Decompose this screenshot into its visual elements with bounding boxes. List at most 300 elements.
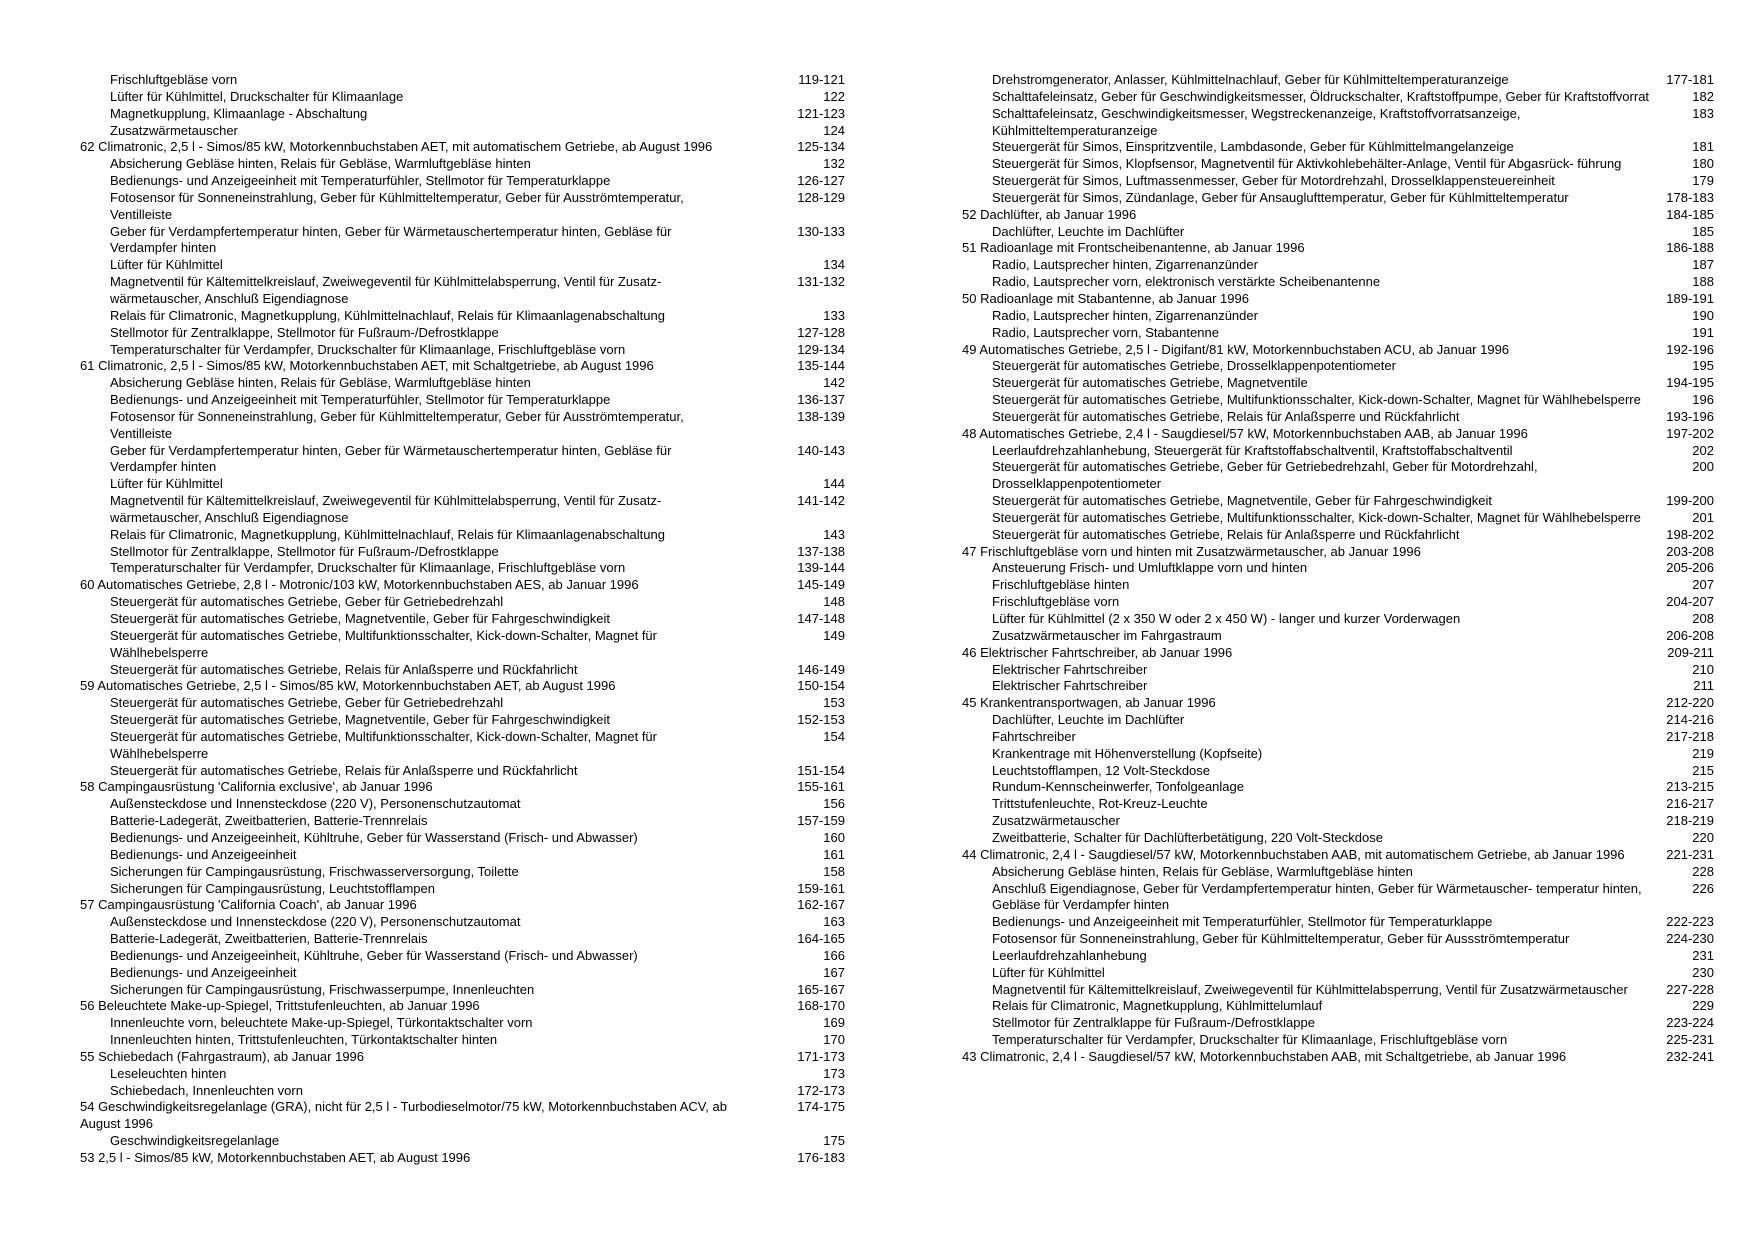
toc-entry[interactable] — [80, 931, 845, 948]
toc-entry-pages: 121-123 — [797, 105, 845, 121]
toc-entry-pages: 212-220 — [1666, 695, 1714, 711]
toc-section-heading[interactable] — [80, 897, 845, 914]
toc-entry-title: Trittstufenleuchte, Rot-Kreuz-Leuchte — [992, 796, 1208, 812]
toc-entry-title: Absicherung Gebläse hinten, Relais für Gebläse, Warmluftgebläse hinten — [110, 375, 531, 391]
toc-entry[interactable] — [80, 544, 845, 561]
toc-entry-pages: 188 — [1692, 274, 1714, 290]
toc-entry-title: 51 Radioanlage mit Frontscheibenantenne, ab Januar 1996 — [962, 240, 1305, 256]
toc-entry-title: Steuergerät für automatisches Getriebe, Multifunktionsschalter, Kick-down-Schalter, Magnet für Wählhebelsperre — [992, 509, 1641, 525]
toc-entry[interactable] — [80, 729, 845, 763]
toc-entry[interactable] — [962, 459, 1714, 493]
toc-entry-title: Fotosensor für Sonneneinstrahlung, Geber für Kühlmitteltemperatur, Geber für Aussströmtemperatur — [992, 931, 1570, 947]
toc-entry-pages: 190 — [1692, 307, 1714, 323]
toc-entry-pages: 203-208 — [1666, 543, 1714, 559]
toc-entry-title: Radio, Lautsprecher vorn, elektronisch verstärkte Scheibenantenne — [992, 274, 1381, 290]
toc-entry-pages: 128-129 — [797, 189, 845, 205]
toc-entry[interactable] — [80, 493, 845, 527]
toc-entry-title: Steuergerät für automatisches Getriebe, Magnetventile, Geber für Fahrgeschwindigkeit — [110, 712, 611, 728]
toc-entry-title: Zusatzwärmetauscher — [992, 813, 1120, 829]
toc-entry-title: Steuergerät für automatisches Getriebe, Drosselklappenpotentiometer — [992, 358, 1396, 374]
toc-entry-pages: 134 — [823, 257, 845, 273]
toc-entry[interactable] — [80, 527, 845, 544]
toc-entry[interactable] — [962, 156, 1714, 173]
toc-entry-title: Krankentrage mit Höhenverstellung (Kopfseite) — [992, 745, 1263, 761]
toc-entry-title: Steuergerät für automatisches Getriebe, Magnetventile, Geber für Fahrgeschwindigkeit — [992, 493, 1493, 509]
toc-entry[interactable] — [962, 274, 1714, 291]
toc-entry-title: Steuergerät für automatisches Getriebe, Multifunktionsschalter, Kick-down-Schalter, Magnet für Wählhebelsperre — [992, 392, 1641, 408]
toc-entry[interactable] — [80, 914, 845, 931]
toc-entry-pages: 151-154 — [797, 762, 845, 778]
toc-entry-title: Schiebedach, Innenleuchten vorn — [110, 1082, 303, 1098]
toc-entry[interactable] — [80, 948, 845, 965]
toc-entry-title: Relais für Climatronic, Magnetkupplung, Kühlmittelnachlauf, Relais für Klimaanlagenabschaltung — [110, 526, 665, 542]
toc-entry-pages: 195 — [1692, 358, 1714, 374]
toc-entry-pages: 162-167 — [797, 897, 845, 913]
toc-entry-pages: 166 — [823, 947, 845, 963]
toc-entry-title: Rundum-Kennscheinwerfer, Tonfolgeanlage — [992, 779, 1244, 795]
toc-entry-title: Zusatzwärmetauscher im Fahrgastraum — [992, 627, 1222, 643]
toc-entry[interactable] — [962, 89, 1714, 106]
toc-entry-pages: 176-183 — [797, 1150, 845, 1165]
toc-entry-title: Dachlüfter, Leuchte im Dachlüfter — [992, 223, 1185, 239]
toc-entry-title: Steuergerät für automatisches Getriebe, Relais für Anlaßsperre und Rückfahrlicht — [992, 408, 1460, 424]
toc-entry[interactable] — [962, 560, 1714, 577]
toc-entry-pages: 182 — [1692, 88, 1714, 104]
toc-entry[interactable] — [962, 409, 1714, 426]
toc-entry-title: 53 2,5 l - Simos/85 kW, Motorkennbuchstaben AET, ab August 1996 — [80, 1150, 471, 1165]
toc-entry[interactable] — [962, 224, 1714, 241]
toc-entry-pages: 143 — [823, 526, 845, 542]
toc-entry-pages: 133 — [823, 307, 845, 323]
toc-entry[interactable] — [962, 510, 1714, 527]
toc-entry-pages: 225-231 — [1666, 1032, 1714, 1048]
toc-entry-pages: 178-183 — [1666, 189, 1714, 205]
toc-entry-title: Relais für Climatronic, Magnetkupplung, Kühlmittelumlauf — [992, 998, 1323, 1014]
toc-entry-pages: 222-223 — [1666, 914, 1714, 930]
toc-entry-title: Steuergerät für Simos, Luftmassenmesser, Geber für Motordrehzahl, Drosselklappensteuereinheit — [992, 173, 1555, 189]
toc-entry-pages: 140-143 — [797, 442, 845, 458]
toc-section-heading[interactable] — [962, 1049, 1714, 1066]
toc-entry[interactable] — [962, 779, 1714, 796]
toc-entry[interactable] — [80, 375, 845, 392]
toc-entry-pages: 144 — [823, 476, 845, 492]
toc-entry[interactable] — [80, 763, 845, 780]
toc-section-heading[interactable] — [80, 139, 845, 156]
toc-entry[interactable] — [80, 830, 845, 847]
toc-entry-title: Radio, Lautsprecher hinten, Zigarrenanzünder — [992, 257, 1258, 273]
toc-entry-title: Magnetventil für Kältemittelkreislauf, Zweiwegeventil für Kühlmittelabsperrung, Ventil für Zusatz-wärmetauscher, Anschluß Eigendiagnose — [110, 493, 662, 525]
toc-entry[interactable] — [962, 662, 1714, 679]
toc-entry-title: Frischluftgebläse hinten — [992, 577, 1130, 593]
toc-entry-title: Schalttafeleinsatz, Geber für Geschwindigkeitsmesser, Öldruckschalter, Kraftstoffpumpe, Geber für Kraftstoffvorrat — [992, 88, 1650, 104]
toc-section-heading[interactable] — [80, 678, 845, 695]
toc-entry-pages: 192-196 — [1666, 341, 1714, 357]
toc-entry-pages: 221-231 — [1666, 846, 1714, 862]
toc-entry-pages: 154 — [823, 728, 845, 744]
toc-entry-title: Steuergerät für automatisches Getriebe, Geber für Getriebedrehzahl, Geber für Motordrehzahl, Drosselklappenpotentiometer — [992, 459, 1538, 492]
toc-entry-pages: 201 — [1692, 509, 1714, 525]
toc-entry-title: 62 Climatronic, 2,5 l - Simos/85 kW, Motorkennbuchstaben AET, mit automatischem Getriebe, ab August 1996 — [80, 139, 713, 155]
toc-entry-title: Steuergerät für automatisches Getriebe, Geber für Getriebedrehzahl — [110, 695, 504, 711]
toc-entry-pages: 129-134 — [797, 341, 845, 357]
toc-entry[interactable] — [80, 813, 845, 830]
toc-entry-title: 45 Krankentransportwagen, ab Januar 1996 — [962, 695, 1216, 711]
toc-entry[interactable] — [962, 392, 1714, 409]
toc-entry-title: 52 Dachlüfter, ab Januar 1996 — [962, 206, 1137, 222]
toc-entry[interactable] — [80, 224, 845, 258]
toc-entry-pages: 220 — [1692, 829, 1714, 845]
toc-entry[interactable] — [962, 173, 1714, 190]
toc-entry-title: 59 Automatisches Getriebe, 2,5 l - Simos/85 kW, Motorkennbuchstaben AET, ab August 1996 — [80, 678, 616, 694]
toc-entry-title: Steuergerät für Simos, Einspritzventile, Lambdasonde, Geber für Kühlmittelmangelanzeige — [992, 139, 1514, 155]
toc-entry-title: Geber für Verdampfertemperatur hinten, Geber für Wärmetauschertemperatur hinten, Gebläse für Verdampfer hinten — [110, 442, 672, 475]
toc-entry-pages: 124 — [823, 122, 845, 138]
toc-entry-title: Absicherung Gebläse hinten, Relais für Gebläse, Warmluftgebläse hinten — [992, 863, 1413, 879]
toc-entry[interactable] — [962, 965, 1714, 982]
toc-entry-title: Innenleuchten hinten, Trittstufenleuchten, Türkontaktschalter hinten — [110, 1032, 498, 1048]
toc-entry-pages: 194-195 — [1666, 375, 1714, 391]
toc-entry[interactable] — [962, 325, 1714, 342]
toc-entry[interactable] — [962, 729, 1714, 746]
toc-entry-title: 48 Automatisches Getriebe, 2,4 l - Saugdiesel/57 kW, Motorkennbuchstaben AAB, ab Januar 1996 — [962, 425, 1528, 441]
toc-entry[interactable] — [80, 89, 845, 106]
toc-entry-title: Geber für Verdampfertemperatur hinten, Geber für Wärmetauschertemperatur hinten, Gebläse für Verdampfer hinten — [110, 223, 672, 256]
toc-entry[interactable] — [80, 1066, 845, 1083]
toc-section-heading[interactable] — [962, 847, 1714, 864]
toc-section-heading[interactable] — [80, 1049, 845, 1066]
toc-entry[interactable] — [962, 881, 1714, 915]
toc-entry-title: 44 Climatronic, 2,4 l - Saugdiesel/57 kW, Motorkennbuchstaben AAB, mit automatischem Getriebe, ab Januar 1996 — [962, 846, 1625, 862]
toc-entry-pages: 160 — [823, 829, 845, 845]
toc-entry[interactable] — [962, 712, 1714, 729]
toc-entry-pages: 172-173 — [797, 1082, 845, 1098]
toc-entry[interactable] — [962, 763, 1714, 780]
toc-entry[interactable] — [80, 712, 845, 729]
toc-entry-title: Stellmotor für Zentralklappe für Fußraum-/Defrostklappe — [992, 1015, 1315, 1031]
toc-entry[interactable] — [80, 173, 845, 190]
toc-entry[interactable] — [962, 914, 1714, 931]
toc-entry-pages: 163 — [823, 914, 845, 930]
toc-entry[interactable] — [80, 1083, 845, 1100]
toc-section-heading[interactable] — [80, 577, 845, 594]
toc-entry-title: Leerlaufdrehzahlanhebung — [992, 947, 1147, 963]
toc-entry-title: Radio, Lautsprecher hinten, Zigarrenanzünder — [992, 307, 1258, 323]
toc-entry-title: Stellmotor für Zentralklappe, Stellmotor für Fußraum-/Defrostklappe — [110, 324, 499, 340]
toc-entry-title: Fahrtschreiber — [992, 728, 1076, 744]
toc-section-heading[interactable] — [80, 358, 845, 375]
toc-entry-pages: 169 — [823, 1015, 845, 1031]
toc-entry-pages: 230 — [1692, 964, 1714, 980]
toc-entry-title: Dachlüfter, Leuchte im Dachlüfter — [992, 712, 1185, 728]
toc-entry[interactable] — [962, 998, 1714, 1015]
toc-entry-pages: 158 — [823, 863, 845, 879]
toc-entry-pages: 197-202 — [1666, 425, 1714, 441]
toc-entry[interactable] — [962, 257, 1714, 274]
toc-entry-pages: 175 — [823, 1133, 845, 1149]
toc-entry-pages: 177-181 — [1666, 72, 1714, 87]
toc-entry[interactable] — [962, 628, 1714, 645]
toc-entry-pages: 170 — [823, 1032, 845, 1048]
toc-entry[interactable] — [80, 274, 845, 308]
toc-entry-title: Magnetventil für Kältemittelkreislauf, Zweiwegeventil für Kühlmittelabsperrung, Ventil für Zusatzwärmetauscher — [992, 981, 1628, 997]
toc-entry[interactable] — [962, 106, 1714, 140]
toc-entry-pages: 213-215 — [1666, 779, 1714, 795]
toc-entry[interactable] — [962, 931, 1714, 948]
toc-entry[interactable] — [80, 476, 845, 493]
toc-entry[interactable] — [80, 342, 845, 359]
toc-entry-title: Bedienungs- und Anzeigeeinheit mit Temperaturfühler, Stellmotor für Temperaturklappe — [992, 914, 1493, 930]
toc-entry-pages: 168-170 — [797, 998, 845, 1014]
toc-entry-pages: 205-206 — [1666, 560, 1714, 576]
toc-entry-title: Bedienungs- und Anzeigeeinheit — [110, 964, 297, 980]
toc-entry-pages: 131-132 — [797, 274, 845, 290]
toc-entry[interactable] — [80, 662, 845, 679]
toc-entry[interactable] — [962, 813, 1714, 830]
toc-entry[interactable] — [962, 443, 1714, 460]
toc-section-heading[interactable] — [962, 695, 1714, 712]
toc-section-heading[interactable] — [962, 544, 1714, 561]
toc-entry-pages: 199-200 — [1666, 493, 1714, 509]
toc-entry[interactable] — [962, 72, 1714, 89]
toc-entry[interactable] — [80, 190, 845, 224]
toc-entry-pages: 146-149 — [797, 661, 845, 677]
toc-section-heading[interactable] — [80, 779, 845, 796]
toc-entry[interactable] — [80, 123, 845, 140]
toc-entry-pages: 148 — [823, 594, 845, 610]
toc-entry-title: Relais für Climatronic, Magnetkupplung, Kühlmittelnachlauf, Relais für Klimaanlagenabschaltung — [110, 307, 665, 323]
toc-entry-pages: 226 — [1692, 880, 1714, 896]
toc-entry-pages: 145-149 — [797, 577, 845, 593]
toc-entry[interactable] — [80, 106, 845, 123]
toc-entry[interactable] — [962, 830, 1714, 847]
toc-entry[interactable] — [80, 628, 845, 662]
toc-entry-pages: 186-188 — [1666, 240, 1714, 256]
toc-entry-pages: 207 — [1692, 577, 1714, 593]
toc-entry-pages: 155-161 — [797, 779, 845, 795]
toc-section-heading[interactable] — [962, 426, 1714, 443]
toc-entry[interactable] — [962, 358, 1714, 375]
toc-section-heading[interactable] — [962, 240, 1714, 257]
toc-entry-title: 43 Climatronic, 2,4 l - Saugdiesel/57 kW, Motorkennbuchstaben AAB, mit Schaltgetriebe, ab Januar 1996 — [962, 1048, 1567, 1064]
toc-entry[interactable] — [80, 308, 845, 325]
toc-entry[interactable] — [962, 493, 1714, 510]
toc-entry[interactable] — [80, 560, 845, 577]
toc-entry-title: Absicherung Gebläse hinten, Relais für Gebläse, Warmluftgebläse hinten — [110, 156, 531, 172]
toc-entry-title: Bedienungs- und Anzeigeeinheit — [110, 846, 297, 862]
toc-entry-pages: 126-127 — [797, 173, 845, 189]
toc-entry[interactable] — [962, 948, 1714, 965]
toc-entry[interactable] — [80, 982, 845, 999]
toc-entry-pages: 219 — [1692, 745, 1714, 761]
toc-entry-pages: 184-185 — [1666, 206, 1714, 222]
toc-entry[interactable] — [962, 594, 1714, 611]
toc-entry-title: Ansteuerung Frisch- und Umluftklappe vorn und hinten — [992, 560, 1308, 576]
toc-entry-pages: 173 — [823, 1065, 845, 1081]
toc-section-heading[interactable] — [962, 291, 1714, 308]
toc-entry-pages: 142 — [823, 375, 845, 391]
toc-entry-pages: 150-154 — [797, 678, 845, 694]
toc-entry-pages: 189-191 — [1666, 290, 1714, 306]
toc-section-heading[interactable] — [80, 1150, 845, 1167]
toc-entry-title: 55 Schiebedach (Fahrgastraum), ab Januar 1996 — [80, 1048, 365, 1064]
toc-entry-title: Drehstromgenerator, Anlasser, Kühlmittelnachlauf, Geber für Kühlmitteltemperaturanzeige — [992, 72, 1509, 87]
toc-entry-title: Steuergerät für automatisches Getriebe, Magnetventile, Geber für Fahrgeschwindigkeit — [110, 611, 611, 626]
toc-entry-pages: 139-144 — [797, 560, 845, 576]
toc-section-heading[interactable] — [962, 207, 1714, 224]
toc-entry[interactable] — [80, 796, 845, 813]
toc-entry-title: Frischluftgebläse vorn — [992, 594, 1120, 610]
toc-entry-title: Lüfter für Kühlmittel — [110, 257, 223, 273]
toc-entry-pages: 132 — [823, 156, 845, 172]
toc-entry-title: Batterie-Ladegerät, Zweitbatterien, Batterie-Trennrelais — [110, 813, 428, 829]
toc-entry-pages: 228 — [1692, 863, 1714, 879]
toc-section-heading[interactable] — [80, 1099, 845, 1133]
toc-entry[interactable] — [80, 1032, 845, 1049]
toc-entry-title: Temperaturschalter für Verdampfer, Druckschalter für Klimaanlage, Frischluftgebläse vorn — [992, 1032, 1508, 1048]
toc-entry[interactable] — [962, 796, 1714, 813]
toc-entry-pages: 229 — [1692, 998, 1714, 1014]
toc-entry-pages: 223-224 — [1666, 1015, 1714, 1031]
toc-entry-pages: 137-138 — [797, 543, 845, 559]
toc-entry[interactable] — [80, 257, 845, 274]
toc-section-heading[interactable] — [80, 998, 845, 1015]
toc-entry-pages: 198-202 — [1666, 526, 1714, 542]
toc-entry[interactable] — [80, 325, 845, 342]
toc-entry[interactable] — [80, 965, 845, 982]
toc-entry[interactable] — [80, 847, 845, 864]
toc-entry-pages: 165-167 — [797, 981, 845, 997]
toc-entry-pages: 215 — [1692, 762, 1714, 778]
toc-entry-pages: 187 — [1692, 257, 1714, 273]
toc-entry-title: Batterie-Ladegerät, Zweitbatterien, Batterie-Trennrelais — [110, 931, 428, 947]
toc-entry-title: Sicherungen für Campingausrüstung, Frischwasserpumpe, Innenleuchten — [110, 981, 535, 997]
toc-entry-pages: 214-216 — [1666, 712, 1714, 728]
toc-entry-title: 49 Automatisches Getriebe, 2,5 l - Digifant/81 kW, Motorkennbuchstaben ACU, ab Januar 1996 — [962, 341, 1510, 357]
toc-entry-pages: 141-142 — [797, 493, 845, 509]
toc-entry-title: Zusatzwärmetauscher — [110, 122, 238, 138]
toc-entry-pages: 127-128 — [797, 324, 845, 340]
toc-entry-title: Zweitbatterie, Schalter für Dachlüfterbetätigung, 220 Volt-Steckdose — [992, 829, 1383, 845]
toc-entry[interactable] — [962, 190, 1714, 207]
toc-entry[interactable] — [962, 1032, 1714, 1049]
toc-entry-pages: 196 — [1692, 392, 1714, 408]
toc-entry[interactable] — [962, 982, 1714, 999]
toc-entry-title: 50 Radioanlage mit Stabantenne, ab Januar 1996 — [962, 290, 1249, 306]
toc-entry[interactable] — [80, 1133, 845, 1150]
toc-entry[interactable] — [80, 594, 845, 611]
toc-entry-pages: 125-134 — [797, 139, 845, 155]
toc-entry[interactable] — [80, 881, 845, 898]
toc-entry-pages: 200 — [1692, 459, 1714, 475]
toc-entry-pages: 159-161 — [797, 880, 845, 896]
toc-right-column — [962, 72, 1714, 1066]
toc-entry[interactable] — [962, 139, 1714, 156]
toc-entry-pages: 227-228 — [1666, 981, 1714, 997]
toc-entry-title: Magnetventil für Kältemittelkreislauf, Zweiwegeventil für Kühlmittelabsperrung, Ventil für Zusatz-wärmetauscher, Anschluß Eigendiagnose — [110, 274, 662, 306]
toc-entry-pages: 211 — [1693, 678, 1714, 694]
toc-entry-pages: 179 — [1692, 173, 1714, 189]
toc-entry-title: Magnetkupplung, Klimaanlage - Abschaltung — [110, 105, 368, 121]
toc-entry-pages: 152-153 — [797, 712, 845, 728]
toc-entry[interactable] — [80, 72, 845, 89]
toc-entry-pages: 149 — [823, 627, 845, 643]
toc-entry-title: Elektrischer Fahrtschreiber — [992, 678, 1148, 694]
toc-entry[interactable] — [962, 1015, 1714, 1032]
toc-entry-pages: 218-219 — [1666, 813, 1714, 829]
toc-entry-pages: 210 — [1692, 661, 1714, 677]
toc-entry-pages: 206-208 — [1666, 627, 1714, 643]
toc-entry[interactable] — [80, 392, 845, 409]
toc-entry-pages: 204-207 — [1666, 594, 1714, 610]
toc-entry-title: Steuergerät für automatisches Getriebe, Relais für Anlaßsperre und Rückfahrlicht — [110, 661, 578, 677]
toc-entry-title: 54 Geschwindigkeitsregelanlage (GRA), nicht für 2,5 l - Turbodieselmotor/75 kW, Motorkennbuchstaben ACV, ab August 1996 — [80, 1099, 727, 1132]
toc-entry[interactable] — [962, 577, 1714, 594]
toc-entry-title: Leerlaufdrehzahlanhebung, Steuergerät für Kraftstoffabschaltventil, Kraftstoffabschaltventil — [992, 442, 1513, 458]
toc-entry-title: Lüfter für Kühlmittel (2 x 350 W oder 2 x 450 W) - langer und kurzer Vorderwagen — [992, 611, 1461, 626]
toc-entry-pages: 153 — [823, 695, 845, 711]
toc-entry-title: Steuergerät für automatisches Getriebe, Multifunktionsschalter, Kick-down-Schalter, Magnet für Wählhebelsperre — [110, 627, 657, 660]
toc-entry-title: Stellmotor für Zentralklappe, Stellmotor für Fußraum-/Defrostklappe — [110, 543, 499, 559]
toc-entry[interactable] — [80, 409, 845, 443]
toc-entry-pages: 224-230 — [1666, 931, 1714, 947]
toc-entry-pages: 191 — [1692, 324, 1714, 340]
toc-entry-title: Geschwindigkeitsregelanlage — [110, 1133, 280, 1149]
toc-entry[interactable] — [80, 443, 845, 477]
toc-entry-title: Steuergerät für automatisches Getriebe, Multifunktionsschalter, Kick-down-Schalter, Magnet für Wählhebelsperre — [110, 728, 657, 761]
toc-entry-title: Steuergerät für automatisches Getriebe, Magnetventile — [992, 375, 1308, 391]
toc-entry[interactable] — [80, 611, 845, 628]
toc-entry-pages: 231 — [1692, 947, 1714, 963]
toc-entry-pages: 185 — [1692, 223, 1714, 239]
toc-entry-title: Leuchtstofflampen, 12 Volt-Steckdose — [992, 762, 1211, 778]
toc-entry-title: Lüfter für Kühlmittel — [110, 476, 223, 492]
toc-entry-title: Fotosensor für Sonneneinstrahlung, Geber für Kühlmitteltemperatur, Geber für Ausströmtemperatur, Ventilleiste — [110, 408, 684, 441]
toc-entry-title: 57 Campingausrüstung 'California Coach', ab Januar 1996 — [80, 897, 417, 913]
toc-entry[interactable] — [80, 1015, 845, 1032]
toc-entry-title: Innenleuchte vorn, beleuchtete Make-up-Spiegel, Türkontaktschalter vorn — [110, 1015, 533, 1031]
toc-entry-pages: 122 — [823, 88, 845, 104]
toc-entry-title: Lüfter für Kühlmittel, Druckschalter für Klimaanlage — [110, 88, 404, 104]
toc-entry-title: Steuergerät für automatisches Getriebe, Relais für Anlaßsperre und Rückfahrlicht — [110, 762, 578, 778]
toc-entry-title: Leseleuchten hinten — [110, 1065, 227, 1081]
toc-entry-pages: 164-165 — [797, 931, 845, 947]
toc-entry[interactable] — [962, 375, 1714, 392]
toc-entry-title: Radio, Lautsprecher vorn, Stabantenne — [992, 324, 1219, 340]
toc-entry[interactable] — [962, 678, 1714, 695]
toc-entry[interactable] — [80, 695, 845, 712]
toc-entry-pages: 232-241 — [1666, 1048, 1714, 1064]
toc-entry-pages: 119-121 — [798, 72, 845, 87]
toc-entry-title: Temperaturschalter für Verdampfer, Druckschalter für Klimaanlage, Frischluftgebläse vorn — [110, 341, 626, 357]
toc-entry[interactable] — [80, 864, 845, 881]
toc-entry[interactable] — [962, 308, 1714, 325]
toc-entry-pages: 167 — [823, 964, 845, 980]
toc-entry-pages: 202 — [1692, 442, 1714, 458]
toc-entry[interactable] — [962, 746, 1714, 763]
toc-entry[interactable] — [962, 864, 1714, 881]
toc-entry-title: Fotosensor für Sonneneinstrahlung, Geber für Kühlmitteltemperatur, Geber für Ausströmtemperatur, Ventilleiste — [110, 189, 684, 222]
toc-entry-title: Sicherungen für Campingausrüstung, Leuchtstofflampen — [110, 880, 435, 896]
toc-entry-pages: 135-144 — [797, 358, 845, 374]
toc-entry-title: Anschluß Eigendiagnose, Geber für Verdampfertemperatur hinten, Geber für Wärmetauscher- temperatur hinten, Gebläse für Verdampfer hinten — [992, 880, 1642, 913]
toc-entry[interactable] — [962, 611, 1714, 628]
toc-section-heading[interactable] — [962, 645, 1714, 662]
toc-entry[interactable] — [962, 527, 1714, 544]
toc-section-heading[interactable] — [962, 342, 1714, 359]
toc-entry-title: Steuergerät für automatisches Getriebe, Relais für Anlaßsperre und Rückfahrlicht — [992, 526, 1460, 542]
toc-entry[interactable] — [80, 156, 845, 173]
toc-entry-pages: 157-159 — [797, 813, 845, 829]
